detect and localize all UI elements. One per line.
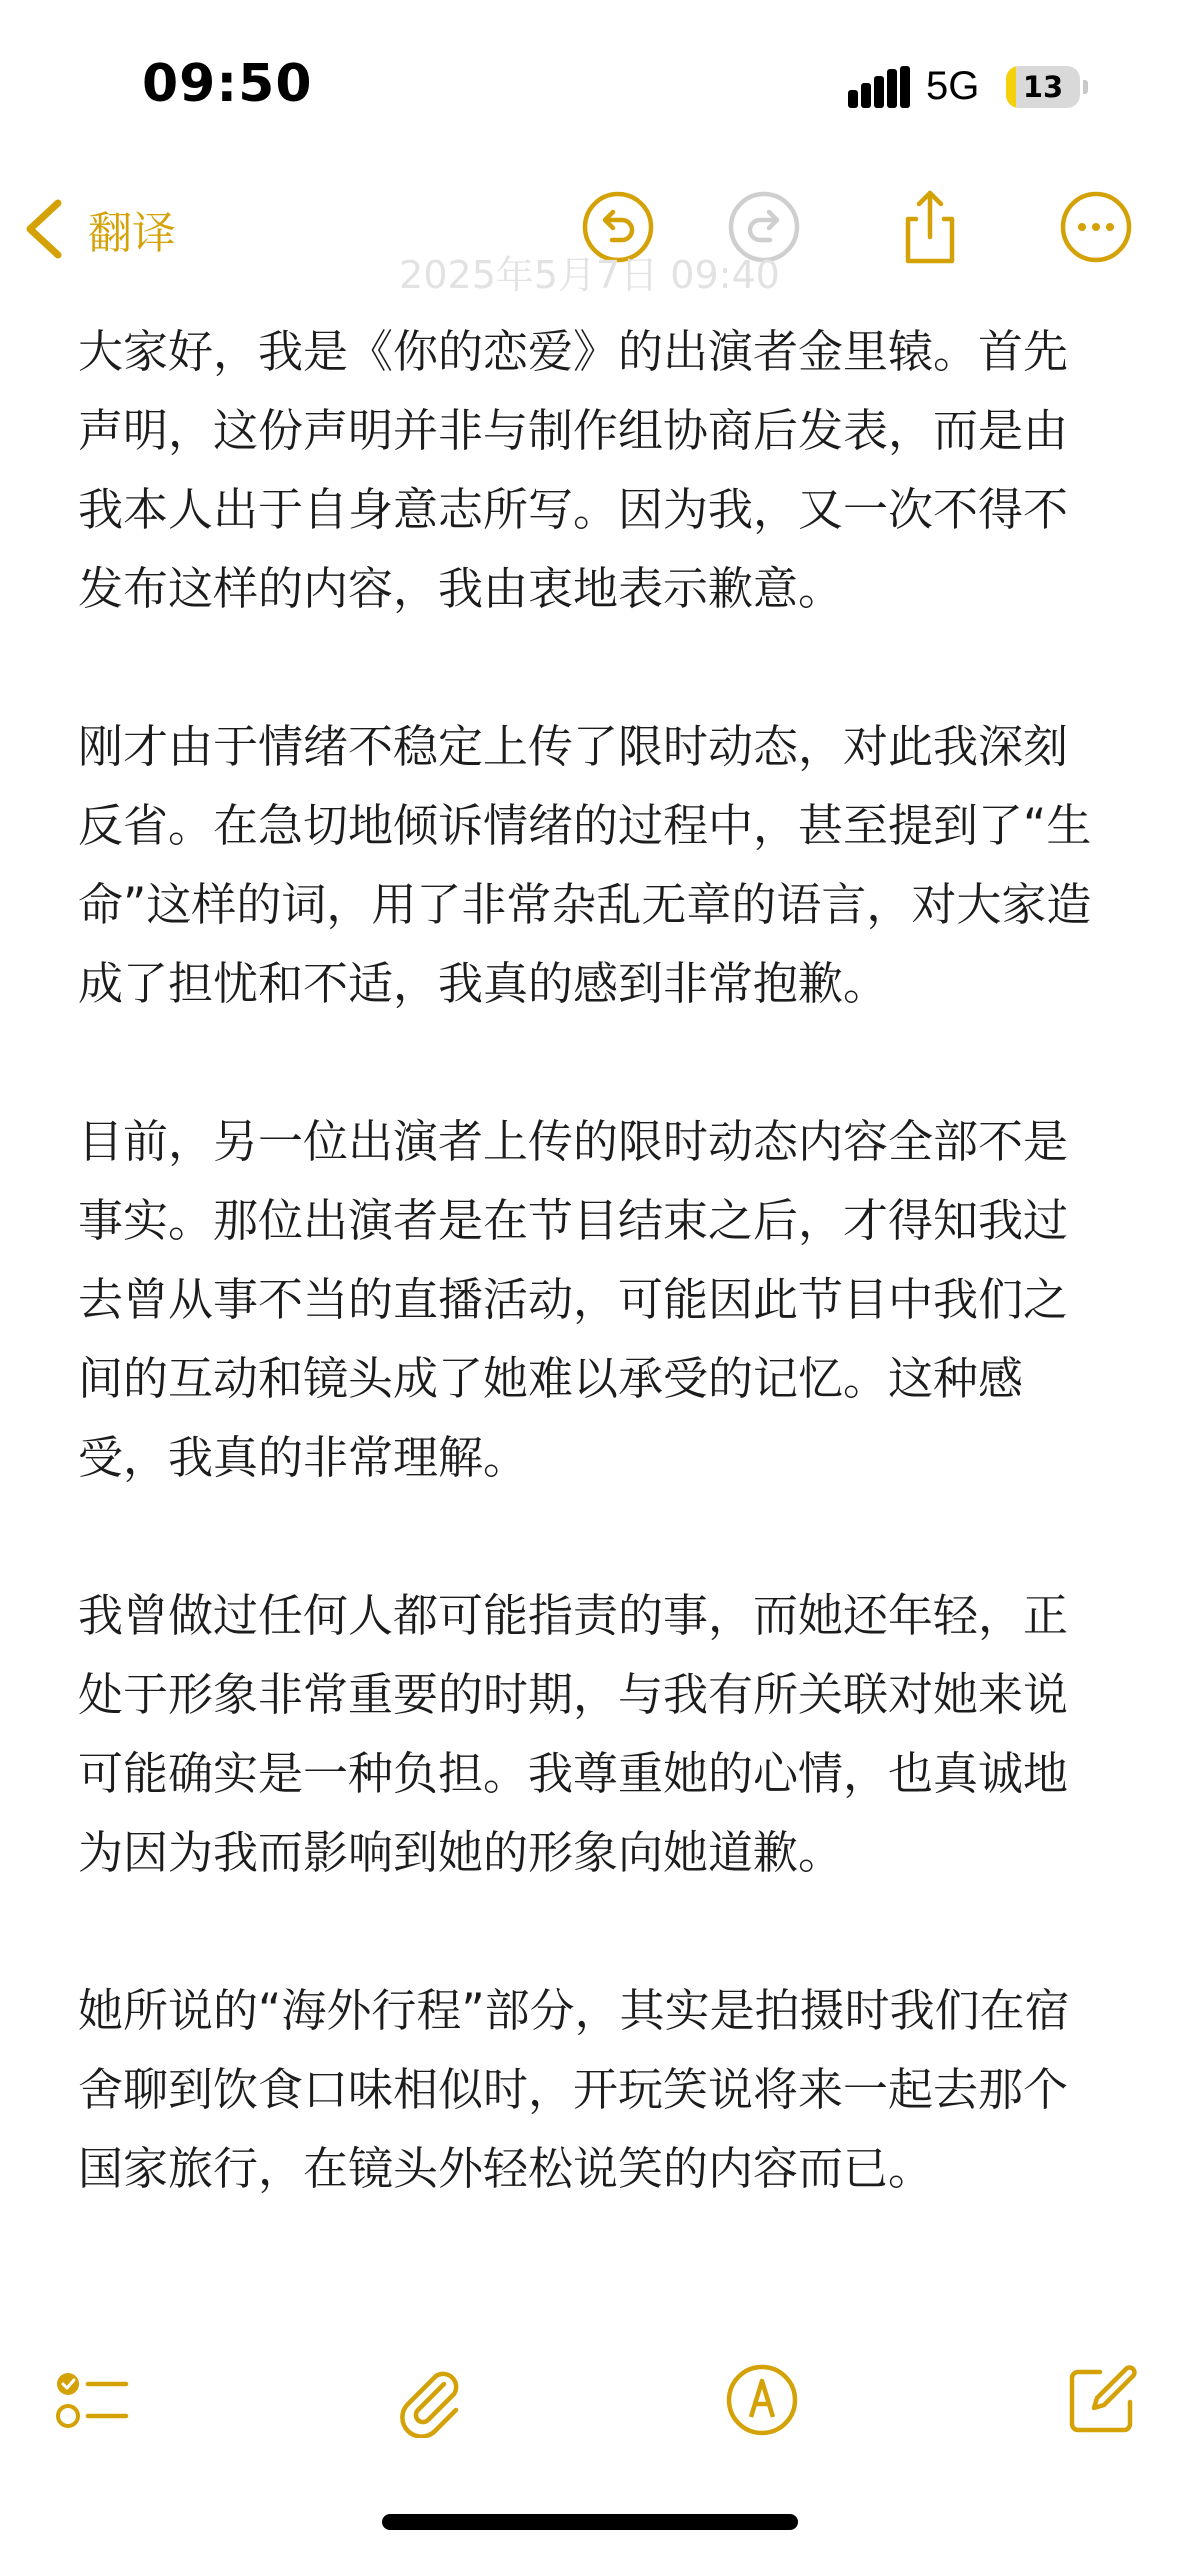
home-indicator[interactable] bbox=[382, 2514, 798, 2530]
markup-button[interactable] bbox=[724, 2362, 800, 2438]
note-paragraph: 目前，另一位出演者上传的限时动态内容全部不是事实。那位出演者是在节目结束之后，才得知我过去曾从事不当的直播活动，可能因此节目中我们之间的互动和镜头成了她难以承受的记忆。这种感受，我真的非常理解。 bbox=[78, 1115, 1069, 1484]
note-paragraph: 大家好，我是《你的恋爱》的出演者金里辕。首先声明，这份声明并非与制作组协商后发表，而是由我本人出于自身意志所写。因为我，又一次不得不发布这样的内容，我由衷地表示歉意。 bbox=[78, 325, 1069, 615]
note-body[interactable] bbox=[78, 312, 1102, 2287]
note-paragraph: 刚才由于情绪不稳定上传了限时动态，对此我深刻反省。在急切地倾诉情绪的过程中，甚至提到了“生命”这样的词，用了非常杂乱无章的语言，对大家造成了担忧和不适，我真的感到非常抱歉。 bbox=[78, 720, 1092, 1010]
attachment-button[interactable] bbox=[392, 2362, 468, 2438]
attachment-icon bbox=[392, 2362, 468, 2438]
battery-icon bbox=[1006, 66, 1080, 108]
note-date: 2025年5月7日 09:40 bbox=[399, 253, 780, 297]
note-paragraph: 我曾做过任何人都可能指责的事，而她还年轻，正处于形象非常重要的时期，与我有所关联对她来说可能确实是一种负担。我尊重她的心情，也真诚地为因为我而影响到她的形象向她道歉。 bbox=[78, 1589, 1069, 1879]
network-type: 5G bbox=[926, 64, 980, 108]
back-label: 翻译 bbox=[88, 208, 176, 259]
status-time: 09:50 bbox=[142, 54, 313, 114]
compose-icon bbox=[1064, 2362, 1140, 2438]
battery-level: 13 bbox=[1022, 70, 1064, 104]
checklist-icon bbox=[54, 2362, 130, 2438]
compose-button[interactable] bbox=[1064, 2362, 1140, 2438]
note-paragraph: 她所说的“海外行程”部分，其实是拍摄时我们在宿舍聊到饮食口味相似时，开玩笑说将来一起去那个国家旅行，在镜头外轻松说笑的内容而已。 bbox=[78, 1984, 1070, 2195]
checklist-button[interactable] bbox=[54, 2362, 130, 2438]
battery-cap bbox=[1083, 80, 1088, 94]
markup-icon bbox=[724, 2362, 800, 2438]
cellular-signal-icon bbox=[848, 66, 910, 108]
